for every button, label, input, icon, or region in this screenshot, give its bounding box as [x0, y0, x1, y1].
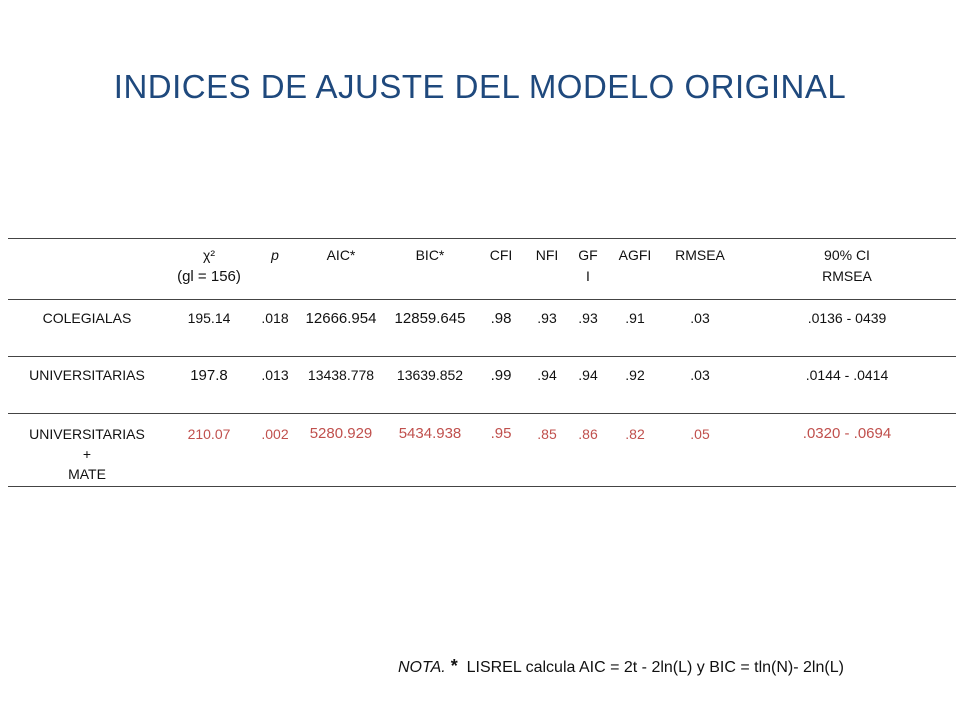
cell-rmsea: .03 — [662, 300, 738, 357]
header-rmsea: RMSEA — [662, 239, 738, 300]
header-chi-square — [166, 239, 252, 300]
cell-chi: 210.07 — [166, 414, 252, 487]
row-label-line1: UNIVERSITARIAS — [29, 426, 145, 442]
footnote — [398, 656, 844, 677]
header-gfi-part2: I — [586, 268, 590, 284]
cell-p: .018 — [252, 300, 298, 357]
cell-p: .013 — [252, 357, 298, 414]
header-aic: AIC* — [298, 239, 384, 300]
header-agfi: AGFI — [608, 239, 662, 300]
cell-aic: 5280.929 — [298, 414, 384, 487]
cell-nfi: .94 — [526, 357, 568, 414]
cell-nfi: .85 — [526, 414, 568, 487]
header-p: p — [252, 239, 298, 300]
header-ci — [738, 239, 956, 300]
cell-chi: 197.8 — [166, 357, 252, 414]
cell-bic: 5434.938 — [384, 414, 476, 487]
cell-cfi: .98 — [476, 300, 526, 357]
cell-chi: 195.14 — [166, 300, 252, 357]
table-row-universitarias — [8, 357, 956, 414]
header-cfi: CFI — [476, 239, 526, 300]
header-ci-line2: RMSEA — [822, 268, 872, 284]
cell-rmsea: .03 — [662, 357, 738, 414]
header-ci-line1: 90% CI — [824, 247, 870, 263]
header-bic: BIC* — [384, 239, 476, 300]
cell-ci: .0320 - .0694 — [738, 414, 956, 487]
header-gfi — [568, 239, 608, 300]
table-row-universitarias-mate — [8, 414, 956, 487]
header-nfi: NFI — [526, 239, 568, 300]
cell-gfi: .86 — [568, 414, 608, 487]
cell-aic: 13438.778 — [298, 357, 384, 414]
header-blank — [8, 239, 166, 300]
cell-p: .002 — [252, 414, 298, 487]
table-row-colegialas — [8, 300, 956, 357]
footnote-asterisk: * — [445, 656, 458, 676]
cell-cfi: .95 — [476, 414, 526, 487]
row-label-line3: MATE — [68, 466, 106, 482]
cell-agfi: .91 — [608, 300, 662, 357]
slide-title: INDICES DE AJUSTE DEL MODELO ORIGINAL — [113, 68, 847, 105]
cell-agfi: .92 — [608, 357, 662, 414]
cell-aic: 12666.954 — [298, 300, 384, 357]
row-label: UNIVERSITARIAS — [8, 357, 166, 414]
header-gfi-part1: GF — [578, 247, 598, 263]
footnote-text: LISREL calcula AIC = 2t - 2ln(L) y BIC = tln(N)- 2ln(L) — [457, 659, 844, 676]
row-label: COLEGIALAS — [8, 300, 166, 357]
header-chi-symbol: χ² — [202, 247, 215, 263]
footnote-prefix: NOTA. — [398, 659, 446, 676]
fit-indices-table — [8, 238, 956, 487]
table-header-row — [8, 239, 956, 300]
cell-ci: .0136 - 0439 — [738, 300, 956, 357]
header-chi-df: (gl = 156) — [177, 268, 241, 285]
cell-bic: 12859.645 — [384, 300, 476, 357]
row-label — [8, 414, 166, 487]
cell-gfi: .94 — [568, 357, 608, 414]
cell-ci: .0144 - .0414 — [738, 357, 956, 414]
cell-cfi: .99 — [476, 357, 526, 414]
cell-gfi: .93 — [568, 300, 608, 357]
cell-nfi: .93 — [526, 300, 568, 357]
row-label-plus: + — [82, 446, 92, 462]
cell-agfi: .82 — [608, 414, 662, 487]
cell-bic: 13639.852 — [384, 357, 476, 414]
cell-rmsea: .05 — [662, 414, 738, 487]
